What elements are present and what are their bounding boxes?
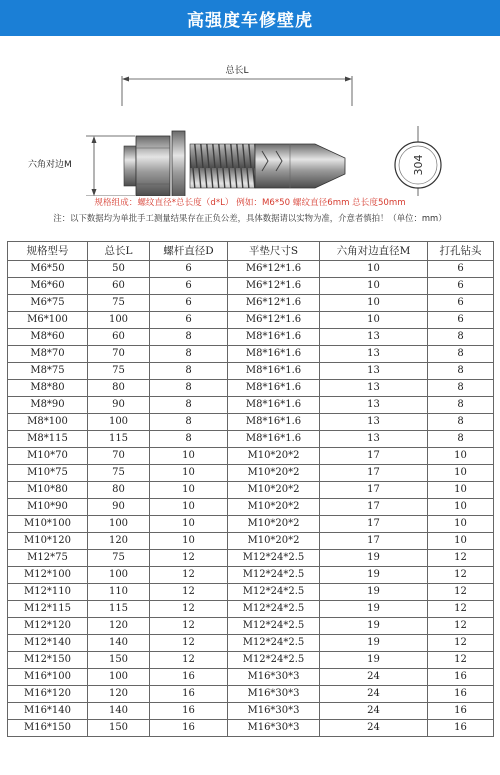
cell-total-length: 120 [88, 686, 150, 703]
cell-washer-size: M6*12*1.6 [228, 312, 320, 329]
cell-total-length: 70 [88, 346, 150, 363]
cell-total-length: 115 [88, 431, 150, 448]
cell-rod-diameter: 12 [150, 635, 228, 652]
cell-washer-size: M16*30*3 [228, 669, 320, 686]
cell-total-length: 115 [88, 601, 150, 618]
cell-drill-bit: 10 [428, 533, 494, 550]
cell-model: M16*100 [8, 669, 88, 686]
cell-rod-diameter: 16 [150, 669, 228, 686]
cell-model: M10*70 [8, 448, 88, 465]
cell-washer-size: M10*20*2 [228, 448, 320, 465]
cell-model: M12*110 [8, 584, 88, 601]
cell-hex-size: 17 [320, 516, 428, 533]
cell-hex-size: 19 [320, 567, 428, 584]
cell-rod-diameter: 12 [150, 601, 228, 618]
table-row [8, 703, 494, 720]
cell-model: M8*115 [8, 431, 88, 448]
cell-hex-size: 24 [320, 686, 428, 703]
cell-washer-size: M6*12*1.6 [228, 278, 320, 295]
table-row [8, 261, 494, 278]
header-total-length: 总长L [88, 242, 150, 261]
spec-table-body [8, 261, 494, 737]
cell-total-length: 120 [88, 618, 150, 635]
cell-washer-size: M8*16*1.6 [228, 329, 320, 346]
cell-model: M8*70 [8, 346, 88, 363]
cell-drill-bit: 16 [428, 703, 494, 720]
cell-washer-size: M6*12*1.6 [228, 261, 320, 278]
header-hex-size: 六角对边直径M [320, 242, 428, 261]
cell-model: M16*120 [8, 686, 88, 703]
cell-rod-diameter: 12 [150, 567, 228, 584]
cell-rod-diameter: 16 [150, 686, 228, 703]
page-title-text: 高强度车修壁虎 [187, 10, 313, 31]
table-row [8, 618, 494, 635]
cell-total-length: 60 [88, 278, 150, 295]
table-row [8, 465, 494, 482]
cell-drill-bit: 8 [428, 363, 494, 380]
cell-hex-size: 10 [320, 312, 428, 329]
cell-total-length: 140 [88, 703, 150, 720]
cell-model: M10*75 [8, 465, 88, 482]
table-row [8, 686, 494, 703]
cell-total-length: 75 [88, 550, 150, 567]
cell-total-length: 80 [88, 482, 150, 499]
cell-drill-bit: 12 [428, 618, 494, 635]
cell-washer-size: M8*16*1.6 [228, 380, 320, 397]
cell-hex-size: 19 [320, 584, 428, 601]
cell-drill-bit: 10 [428, 516, 494, 533]
cell-rod-diameter: 8 [150, 363, 228, 380]
cell-total-length: 75 [88, 295, 150, 312]
total-length-dimension [122, 76, 352, 106]
cell-total-length: 100 [88, 669, 150, 686]
cell-model: M10*120 [8, 533, 88, 550]
hex-label: 六角对边M [28, 160, 72, 170]
cell-drill-bit: 8 [428, 346, 494, 363]
cell-drill-bit: 6 [428, 261, 494, 278]
cell-total-length: 120 [88, 533, 150, 550]
table-row [8, 499, 494, 516]
washer [172, 131, 185, 196]
cell-model: M8*60 [8, 329, 88, 346]
cell-hex-size: 13 [320, 346, 428, 363]
cell-rod-diameter: 8 [150, 346, 228, 363]
table-row [8, 346, 494, 363]
cell-rod-diameter: 8 [150, 380, 228, 397]
spec-table [7, 241, 494, 737]
cell-model: M12*75 [8, 550, 88, 567]
cell-washer-size: M12*24*2.5 [228, 601, 320, 618]
cell-drill-bit: 8 [428, 329, 494, 346]
expansion-sleeve [255, 144, 345, 188]
table-row [8, 380, 494, 397]
spec-composition: 规格组成：螺纹直径*总长度（d*L） 例如：M6*50 螺纹直径6mm 总长度50mm [94, 198, 406, 208]
cell-drill-bit: 6 [428, 312, 494, 329]
table-row [8, 397, 494, 414]
cell-model: M12*140 [8, 635, 88, 652]
cell-hex-size: 10 [320, 261, 428, 278]
cell-washer-size: M10*20*2 [228, 533, 320, 550]
total-length-label: 总长L [225, 66, 249, 76]
cell-rod-diameter: 6 [150, 278, 228, 295]
cell-drill-bit: 16 [428, 669, 494, 686]
cell-hex-size: 24 [320, 720, 428, 737]
header-washer-size: 平垫尺寸S [228, 242, 320, 261]
cell-model: M12*120 [8, 618, 88, 635]
cell-total-length: 60 [88, 329, 150, 346]
table-row [8, 635, 494, 652]
cell-total-length: 90 [88, 499, 150, 516]
cell-drill-bit: 8 [428, 431, 494, 448]
cell-total-length: 75 [88, 465, 150, 482]
cell-washer-size: M10*20*2 [228, 499, 320, 516]
cell-hex-size: 13 [320, 380, 428, 397]
cell-hex-size: 19 [320, 601, 428, 618]
cell-model: M12*115 [8, 601, 88, 618]
cell-washer-size: M10*20*2 [228, 516, 320, 533]
cell-rod-diameter: 6 [150, 295, 228, 312]
cell-washer-size: M10*20*2 [228, 482, 320, 499]
cell-washer-size: M6*12*1.6 [228, 295, 320, 312]
cell-rod-diameter: 10 [150, 482, 228, 499]
cell-total-length: 100 [88, 312, 150, 329]
header-rod-diameter: 螺杆直径D [150, 242, 228, 261]
cell-drill-bit: 12 [428, 601, 494, 618]
cell-drill-bit: 6 [428, 278, 494, 295]
cell-hex-size: 17 [320, 482, 428, 499]
cell-washer-size: M16*30*3 [228, 703, 320, 720]
table-row [8, 720, 494, 737]
cell-rod-diameter: 8 [150, 397, 228, 414]
cell-total-length: 100 [88, 414, 150, 431]
table-row [8, 431, 494, 448]
cell-washer-size: M8*16*1.6 [228, 414, 320, 431]
cell-hex-size: 13 [320, 329, 428, 346]
hex-nut [136, 136, 170, 196]
cell-rod-diameter: 8 [150, 414, 228, 431]
cell-total-length: 100 [88, 567, 150, 584]
cell-total-length: 150 [88, 720, 150, 737]
cell-hex-size: 19 [320, 550, 428, 567]
cell-model: M8*80 [8, 380, 88, 397]
cell-total-length: 50 [88, 261, 150, 278]
cell-rod-diameter: 6 [150, 261, 228, 278]
table-row [8, 669, 494, 686]
table-row [8, 584, 494, 601]
cell-total-length: 80 [88, 380, 150, 397]
cell-model: M8*75 [8, 363, 88, 380]
cell-drill-bit: 12 [428, 652, 494, 669]
cell-drill-bit: 12 [428, 550, 494, 567]
table-row [8, 329, 494, 346]
cell-drill-bit: 10 [428, 499, 494, 516]
table-header-row [8, 242, 494, 261]
cell-hex-size: 17 [320, 448, 428, 465]
cell-drill-bit: 8 [428, 397, 494, 414]
cell-drill-bit: 12 [428, 567, 494, 584]
table-row [8, 567, 494, 584]
cell-hex-size: 24 [320, 669, 428, 686]
cell-hex-size: 19 [320, 635, 428, 652]
cell-model: M16*140 [8, 703, 88, 720]
cell-washer-size: M8*16*1.6 [228, 363, 320, 380]
anchor-bolt-drawing [0, 36, 500, 196]
cell-total-length: 70 [88, 448, 150, 465]
cell-washer-size: M12*24*2.5 [228, 550, 320, 567]
header-model: 规格型号 [8, 242, 88, 261]
cell-model: M8*90 [8, 397, 88, 414]
cell-washer-size: M10*20*2 [228, 465, 320, 482]
table-row [8, 482, 494, 499]
cell-rod-diameter: 10 [150, 499, 228, 516]
measurement-note: 注：以下数据均为单批手工测量结果存在正负公差，具体数据请以实物为准，介意者慎拍！（单位：mm） [53, 213, 447, 223]
cell-model: M6*100 [8, 312, 88, 329]
cell-model: M16*150 [8, 720, 88, 737]
table-row [8, 448, 494, 465]
cell-washer-size: M8*16*1.6 [228, 397, 320, 414]
table-row [8, 278, 494, 295]
cell-rod-diameter: 16 [150, 720, 228, 737]
cell-model: M12*150 [8, 652, 88, 669]
cell-hex-size: 13 [320, 363, 428, 380]
cell-rod-diameter: 6 [150, 312, 228, 329]
cell-model: M10*80 [8, 482, 88, 499]
cell-total-length: 100 [88, 516, 150, 533]
cell-rod-diameter: 16 [150, 703, 228, 720]
cell-washer-size: M12*24*2.5 [228, 584, 320, 601]
cell-hex-size: 17 [320, 465, 428, 482]
cell-rod-diameter: 10 [150, 533, 228, 550]
cell-washer-size: M12*24*2.5 [228, 652, 320, 669]
cell-model: M10*90 [8, 499, 88, 516]
cell-rod-diameter: 12 [150, 550, 228, 567]
cell-drill-bit: 16 [428, 720, 494, 737]
cell-model: M6*75 [8, 295, 88, 312]
cell-hex-size: 13 [320, 414, 428, 431]
header-drill-bit: 打孔钻头 [428, 242, 494, 261]
cell-rod-diameter: 12 [150, 584, 228, 601]
table-row [8, 652, 494, 669]
cell-hex-size: 19 [320, 618, 428, 635]
cell-washer-size: M16*30*3 [228, 720, 320, 737]
bolt-end [124, 146, 136, 186]
cell-hex-size: 24 [320, 703, 428, 720]
table-row [8, 533, 494, 550]
cell-model: M8*100 [8, 414, 88, 431]
cell-rod-diameter: 10 [150, 465, 228, 482]
cell-total-length: 110 [88, 584, 150, 601]
cell-total-length: 90 [88, 397, 150, 414]
page-title [0, 0, 500, 36]
table-row [8, 550, 494, 567]
cell-washer-size: M12*24*2.5 [228, 618, 320, 635]
thread [190, 144, 255, 188]
cell-hex-size: 17 [320, 533, 428, 550]
cell-model: M12*100 [8, 567, 88, 584]
cell-hex-size: 10 [320, 278, 428, 295]
cell-model: M6*60 [8, 278, 88, 295]
table-row [8, 363, 494, 380]
rod-end-mark: 304 [412, 154, 425, 176]
table-row [8, 295, 494, 312]
cell-drill-bit: 12 [428, 584, 494, 601]
cell-rod-diameter: 10 [150, 516, 228, 533]
cell-washer-size: M8*16*1.6 [228, 431, 320, 448]
anchor-bolt-diagram [0, 36, 500, 196]
cell-washer-size: M16*30*3 [228, 686, 320, 703]
cell-drill-bit: 10 [428, 465, 494, 482]
cell-washer-size: M12*24*2.5 [228, 567, 320, 584]
cell-model: M6*50 [8, 261, 88, 278]
cell-rod-diameter: 12 [150, 652, 228, 669]
table-row [8, 414, 494, 431]
cell-hex-size: 13 [320, 431, 428, 448]
cell-washer-size: M12*24*2.5 [228, 635, 320, 652]
cell-drill-bit: 12 [428, 635, 494, 652]
cell-drill-bit: 6 [428, 295, 494, 312]
cell-model: M10*100 [8, 516, 88, 533]
cell-hex-size: 13 [320, 397, 428, 414]
table-row [8, 601, 494, 618]
cell-hex-size: 10 [320, 295, 428, 312]
table-row [8, 312, 494, 329]
cell-drill-bit: 8 [428, 380, 494, 397]
cell-rod-diameter: 12 [150, 618, 228, 635]
cell-total-length: 75 [88, 363, 150, 380]
cell-drill-bit: 10 [428, 448, 494, 465]
cell-washer-size: M8*16*1.6 [228, 346, 320, 363]
cell-drill-bit: 8 [428, 414, 494, 431]
cell-drill-bit: 10 [428, 482, 494, 499]
cell-total-length: 140 [88, 635, 150, 652]
cell-drill-bit: 16 [428, 686, 494, 703]
cell-hex-size: 19 [320, 652, 428, 669]
cell-rod-diameter: 8 [150, 329, 228, 346]
cell-hex-size: 17 [320, 499, 428, 516]
table-row [8, 516, 494, 533]
cell-rod-diameter: 8 [150, 431, 228, 448]
cell-rod-diameter: 10 [150, 448, 228, 465]
cell-total-length: 150 [88, 652, 150, 669]
